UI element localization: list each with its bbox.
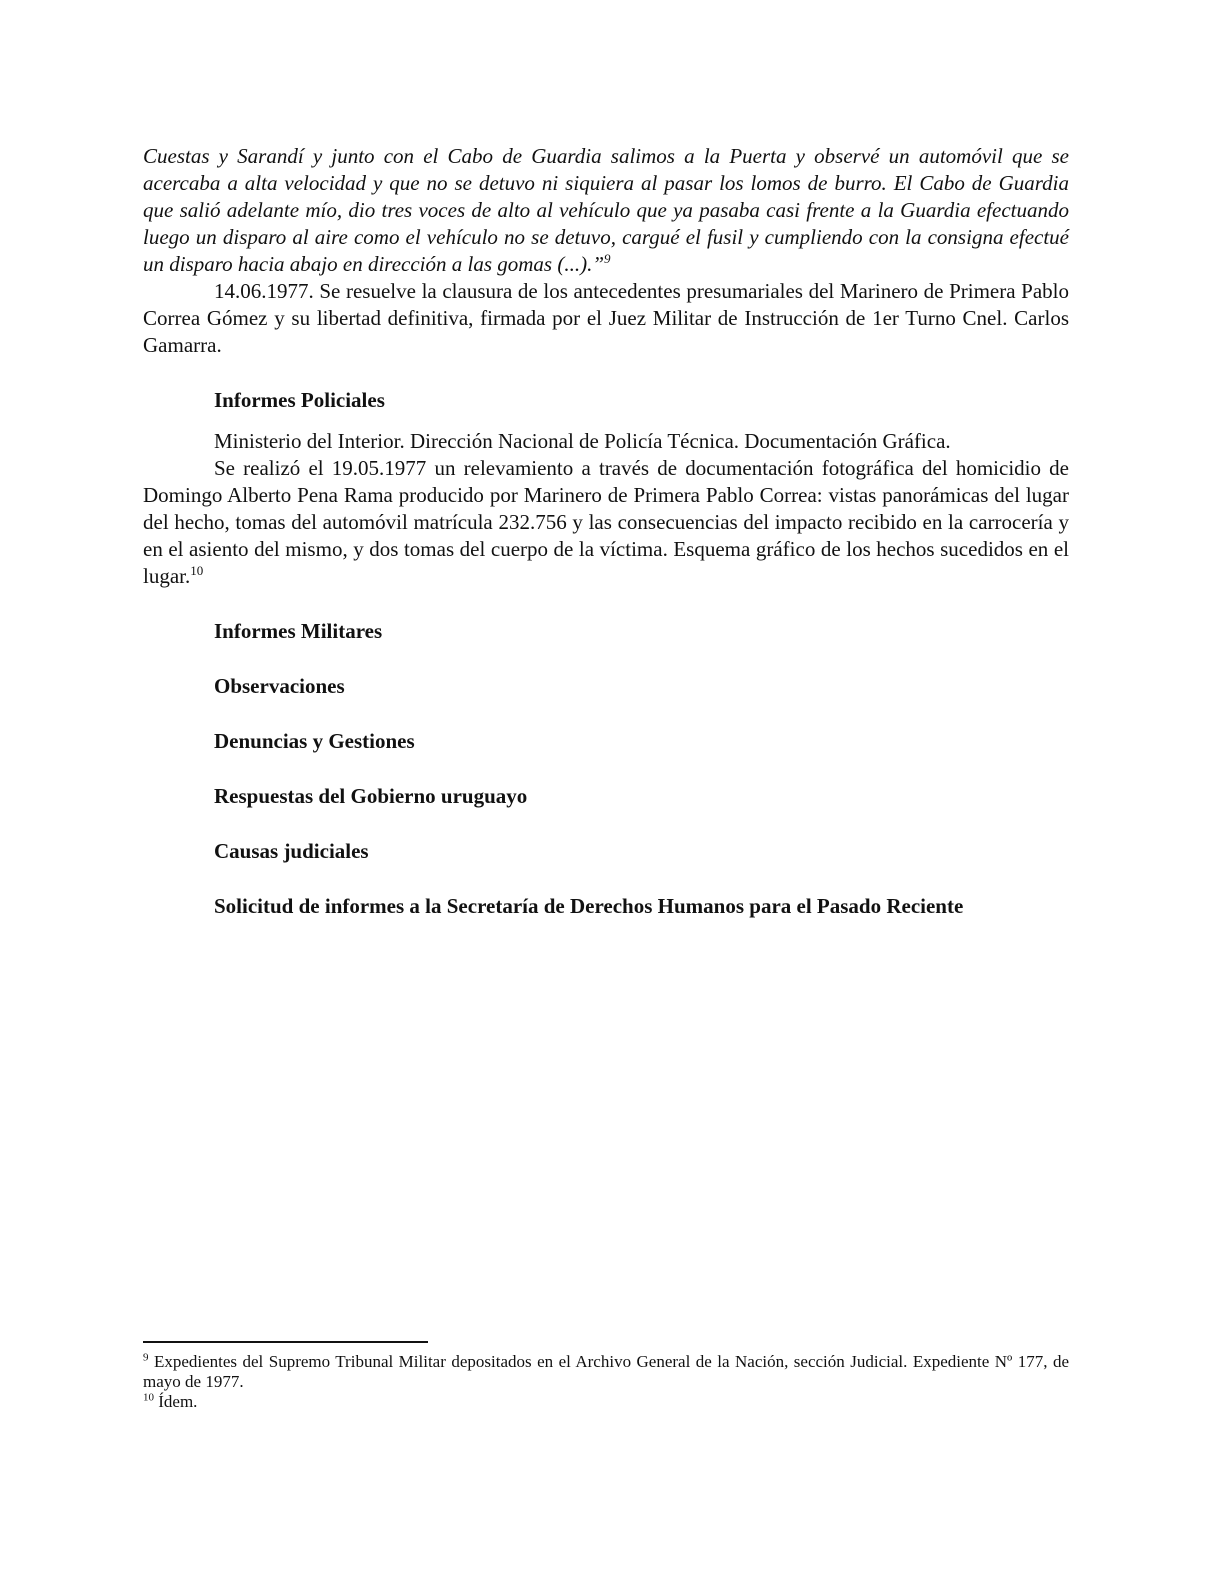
- footnote-number: 9: [143, 1351, 149, 1364]
- footnote-ref-9: 9: [604, 251, 611, 266]
- relevamiento-text: Se realizó el 19.05.1977 un relevamiento a través de documentación fotográfica del homicidio de Domingo Alberto Pena Rama producido por Marinero de Primera Pablo Correa: vistas panorámicas del lugar del hecho, tomas del automóvil matrícula 232.756 y las consecuencias del impacto recibido en la carrocería y en el asiento del mismo, y dos tomas del cuerpo de la víctima. Esquema gráfico de los hechos sucedidos en el lugar.: [143, 456, 1069, 588]
- section-title-informes-policiales: Informes Policiales: [214, 388, 385, 412]
- footnote-separator: [143, 1341, 428, 1343]
- testimony-quote: [143, 143, 1069, 278]
- paragraph-clausura: 14.06.1977. Se resuelve la clausura de los antecedentes presumariales del Marinero de Primera Pablo Correa Gómez y su libertad definitiva, firmada por el Juez Militar de Instrucción de 1er Turno Cnel. Carlos Gamarra.: [143, 279, 1069, 357]
- paragraph-relevamiento: [143, 455, 1069, 590]
- footnote-number: 10: [143, 1391, 154, 1404]
- footnotes: [143, 1352, 1069, 1412]
- paragraph-ministerio: Ministerio del Interior. Dirección Nacional de Policía Técnica. Documentación Gráfica.: [214, 429, 951, 453]
- document-body: [143, 143, 1069, 920]
- footnote-text: Expedientes del Supremo Tribunal Militar depositados en el Archivo General de la Nación, sección Judicial. Expediente Nº 177, de mayo de 1977.: [143, 1352, 1070, 1391]
- quote-text: Cuestas y Sarandí y junto con el Cabo de Guardia salimos a la Puerta y observé un automóvil que se acercaba a alta velocidad y que no se detuvo ni siquiera al pasar los lomos de burro. El Cabo de Guardia que salió adelante mío, dio tres voces de alto al vehículo que ya pasaba casi frente a la Guardia efectuando luego un disparo al aire como el vehículo no se detuvo, cargué el fusil y cumpliendo con la consigna efectué un disparo hacia abajo en dirección a las gomas (...).”: [143, 144, 1069, 276]
- footnote-10: [143, 1392, 1069, 1412]
- section-title-solicitud: Solicitud de informes a la Secretaría de Derechos Humanos para el Pasado Reciente: [214, 894, 964, 918]
- section-title-observaciones: Observaciones: [214, 674, 345, 698]
- section-title-denuncias: Denuncias y Gestiones: [214, 729, 415, 753]
- section-title-causas: Causas judiciales: [214, 839, 369, 863]
- footnote-9: [143, 1352, 1069, 1392]
- section-title-informes-militares: Informes Militares: [214, 619, 383, 643]
- footnote-ref-10: 10: [190, 563, 204, 578]
- section-title-respuestas: Respuestas del Gobierno uruguayo: [214, 784, 528, 808]
- footnote-text: Ídem.: [158, 1392, 198, 1411]
- spacer: [143, 414, 1069, 428]
